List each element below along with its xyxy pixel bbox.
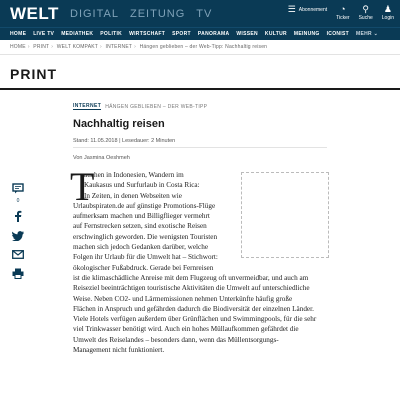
login-icon: ♟ bbox=[383, 4, 392, 14]
comment-icon[interactable] bbox=[12, 183, 24, 197]
section-link-tv[interactable]: TV bbox=[196, 8, 213, 20]
breadcrumb-current: Hängen geblieben – der Web-Tipp: Nachhaltig reisen bbox=[139, 44, 268, 50]
body-line: auchen in Indonesien, Wandern im bbox=[84, 171, 184, 179]
search-button[interactable] bbox=[359, 4, 373, 21]
main-navigation bbox=[0, 27, 400, 40]
article-author: Von Jasmina Oeshmeh bbox=[73, 155, 130, 161]
section-link-digital[interactable]: DIGITAL bbox=[70, 8, 119, 20]
nav-item-mediathek[interactable]: MEDIATHEK bbox=[61, 31, 94, 37]
breadcrumb-print[interactable]: PRINT bbox=[33, 44, 50, 50]
login-button[interactable] bbox=[382, 4, 394, 21]
breadcrumb-welt-kompakt[interactable]: WELT KOMPAKT bbox=[56, 44, 99, 50]
topic-link[interactable]: INTERNET bbox=[73, 103, 102, 109]
nav-item-home[interactable]: HOME bbox=[10, 31, 27, 37]
body-line: ökologischer Fußabdruck. Gerade bei Fernreisen bbox=[73, 263, 214, 272]
nav-item-kultur[interactable]: KULTUR bbox=[264, 31, 287, 37]
body-line: Management nicht funktioniert. bbox=[73, 346, 165, 355]
breadcrumb-separator: › bbox=[134, 44, 136, 50]
nav-item-sport[interactable]: SPORT bbox=[172, 31, 191, 37]
breadcrumb-separator: › bbox=[51, 44, 54, 50]
body-line: Folgen ihr Urlaub für die Umwelt hat – Stichwort: bbox=[73, 253, 218, 262]
breadcrumb-separator: › bbox=[100, 44, 102, 50]
subscription-button[interactable] bbox=[288, 4, 327, 14]
nav-item-live-tv[interactable]: LIVE TV bbox=[33, 31, 55, 37]
section-divider bbox=[0, 88, 400, 90]
twitter-icon[interactable] bbox=[12, 231, 24, 244]
breadcrumb-internet[interactable]: INTERNET bbox=[105, 44, 133, 50]
email-icon[interactable] bbox=[12, 250, 24, 262]
divider bbox=[0, 54, 400, 55]
body-line: aufmerksam machen und Billigflieger vermehrt bbox=[73, 212, 210, 221]
body-line: erschwinglich geworden. Die wenigsten Touristen bbox=[73, 232, 218, 241]
subtopic-label: HÄNGEN GEBLIEBEN – DER WEB-TIPP bbox=[105, 103, 208, 110]
ticker-label: Ticker bbox=[336, 15, 350, 21]
drop-cap: T bbox=[70, 164, 95, 209]
nav-item-wirtschaft[interactable]: WIRTSCHAFT bbox=[129, 31, 166, 37]
breadcrumb-home[interactable]: HOME bbox=[10, 44, 26, 50]
article-meta: Stand: 11.05.2018 | Lesedauer: 2 Minuten bbox=[73, 138, 176, 144]
nav-item-iconist[interactable]: ICONIST bbox=[326, 31, 349, 37]
body-line: machen sich jedoch Gedanken darüber, welche bbox=[73, 243, 209, 252]
breadcrumb bbox=[10, 44, 267, 50]
print-icon[interactable] bbox=[12, 268, 24, 282]
breadcrumb-separator: › bbox=[27, 44, 30, 50]
body-line: In Zeiten, in denen Webseiten wie bbox=[84, 191, 182, 200]
comment-count: 0 bbox=[16, 198, 20, 204]
body-line: Flächen in Anspruch und gefährden dadurch die Biodiversität der einzelnen Länder. bbox=[73, 304, 314, 313]
meta-divider bbox=[73, 147, 327, 148]
login-label: Login bbox=[381, 15, 394, 21]
section-switcher bbox=[70, 8, 212, 20]
subscription-icon: ☰ bbox=[287, 4, 296, 14]
body-line: auf Fernstrecken setzen, sind exotische Reisen bbox=[73, 222, 207, 231]
body-line: Reiseziel beeinträchtigen touristische Aktivitäten die Umwelt auf unterschiedliche bbox=[73, 284, 310, 293]
top-bar bbox=[0, 0, 400, 27]
ticker-button[interactable] bbox=[336, 4, 349, 21]
search-icon: ⚲ bbox=[362, 4, 369, 14]
body-line: ist die klimaschädliche Anreise mit dem Flugzeug oft unvermeidbar, und auch am bbox=[73, 273, 309, 282]
section-link-zeitung[interactable]: ZEITUNG bbox=[129, 8, 186, 20]
topic-row bbox=[73, 103, 207, 110]
body-line: Umwelt des Reiselandes – besonders dann, wenn das Müllentsorgungs- bbox=[73, 335, 279, 344]
nav-item-panorama[interactable]: PANORAMA bbox=[197, 31, 230, 37]
header-actions bbox=[288, 4, 394, 21]
nav-item-politik[interactable]: POLITIK bbox=[100, 31, 123, 37]
ticker-icon: ◔ bbox=[340, 4, 346, 14]
search-label: Suche bbox=[358, 15, 373, 21]
welt-logo[interactable]: WELT bbox=[10, 4, 59, 23]
subscription-label: Abonnement bbox=[298, 6, 328, 13]
body-line: Urlaubspiraten.de auf günstige Promotions-Flüge bbox=[73, 201, 216, 210]
body-line: Viele Hotels verfügen außerdem über Grünflächen und Swimmingpools, für die sehr bbox=[73, 315, 317, 324]
nav-item-meinung[interactable]: MEINUNG bbox=[293, 31, 320, 37]
body-line: viel Trinkwasser benötigt wird. Auch ein hohes Müllaufkommen gefährdet die bbox=[73, 325, 299, 334]
section-title[interactable]: PRINT bbox=[10, 66, 57, 82]
facebook-icon[interactable] bbox=[14, 210, 22, 225]
nav-item-more[interactable]: MEHR ⌄ bbox=[356, 31, 379, 37]
article-body bbox=[73, 170, 333, 355]
body-line: Kaukasus und Surfurlaub in Costa Rica: bbox=[84, 181, 200, 190]
nav-item-wissen[interactable]: WISSEN bbox=[236, 31, 258, 37]
article-headline: Nachhaltig reisen bbox=[73, 118, 165, 130]
body-line: Weise. Neben CO2- und Lärmemissionen nehmen Unterkünfte häufig große bbox=[73, 294, 293, 303]
social-sidebar bbox=[11, 183, 25, 282]
